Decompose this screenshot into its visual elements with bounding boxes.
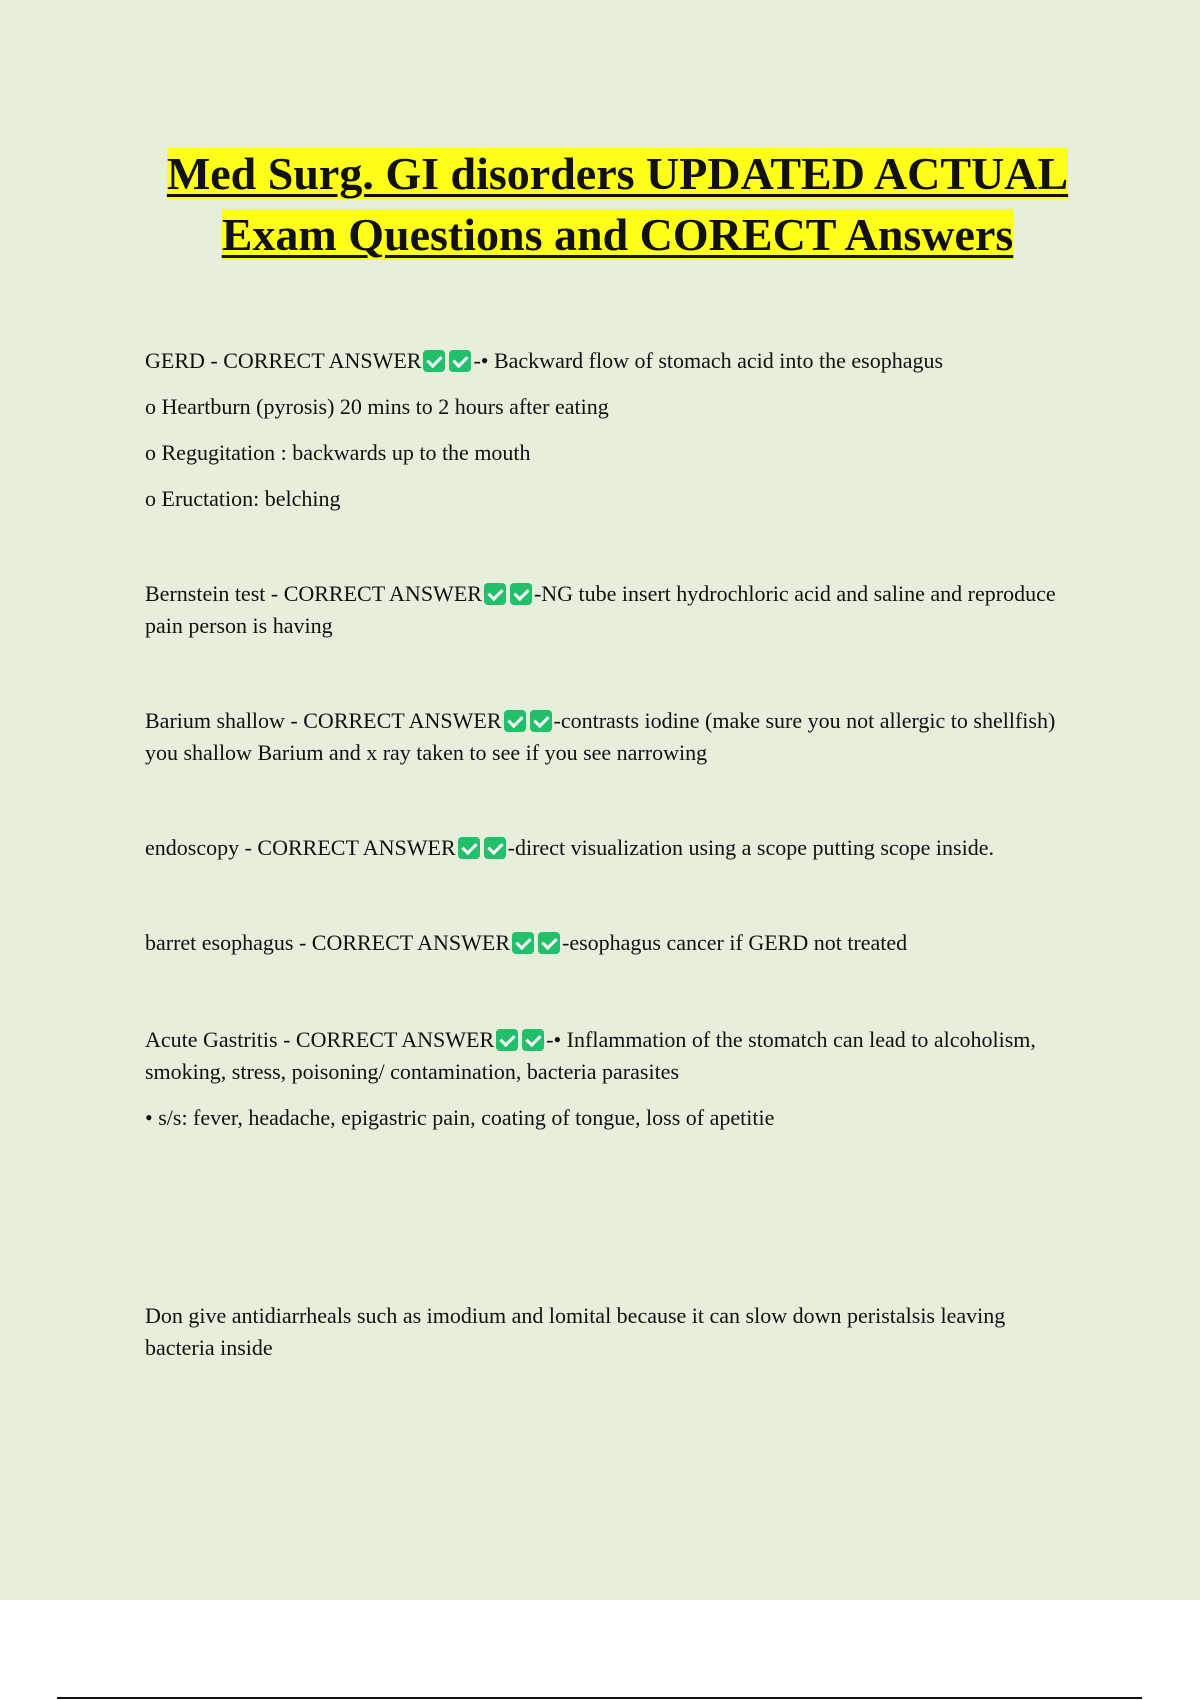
detail-line: o Heartburn (pyrosis) 20 mins to 2 hours after eating [145,394,609,419]
qa-entry-text [145,927,1075,959]
check-box-icon [512,932,534,954]
check-box-icon [423,350,445,372]
answer: -• Backward flow of stomach acid into the esophagus [473,348,944,373]
detail-line: • s/s: fever, headache, epigastric pain, coating of tongue, loss of apetitie [145,1105,775,1130]
detail-line: o Eructation: belching [145,486,341,511]
qa-entry-barret-esophagus [145,927,1075,959]
qa-entry-text [145,345,1075,377]
qa-entry-text [145,1024,1075,1088]
check-box-icon [458,837,480,859]
answer: -contrasts iodine (make sure you not allergic to shellfish) you shallow Barium and x ray taken to see if you see narrowing [145,708,1056,765]
document-title-text: Med Surg. GI disorders UPDATED ACTUAL Exam Questions and CORECT Answers [166,148,1069,260]
check-box-icon [530,710,552,732]
check-box-icon [504,710,526,732]
qa-entry-bernstein-test [145,578,1075,642]
qa-entry-acute-gastritis [145,1024,1075,1134]
qa-entry-text [145,832,1075,864]
answer: -• Inflammation of the stomatch can lead to alcoholism, smoking, stress, poisoning/ contamination, bacteria parasites [145,1027,1036,1084]
document-title [145,143,1090,265]
qa-entry-text [145,578,1075,642]
answer: -esophagus cancer if GERD not treated [562,930,908,955]
document-body [145,345,1075,1364]
term: endoscopy - CORRECT ANSWER [145,835,456,860]
check-box-icon [484,837,506,859]
term: Bernstein test - CORRECT ANSWER [145,581,482,606]
check-box-icon [510,583,532,605]
qa-entry-text [145,705,1075,769]
answer: -direct visualization using a scope putting scope inside. [507,835,994,860]
check-box-icon [484,583,506,605]
qa-entry-endoscopy [145,832,1075,864]
answer: -NG tube insert hydrochloric acid and saline and reproduce pain person is having [145,581,1056,638]
qa-entry-gerd [145,345,1075,515]
term: GERD - CORRECT ANSWER [145,348,422,373]
term: barret esophagus - CORRECT ANSWER [145,930,511,955]
detail-line: o Regugitation : backwards up to the mouth [145,440,531,465]
qa-entry-barium-shallow [145,705,1075,769]
antidiarrheal-note: Don give antidiarrheals such as imodium and lomital because it can slow down peristalsis leaving bacteria inside [145,1303,1006,1360]
term: Barium shallow - CORRECT ANSWER [145,708,502,733]
check-box-icon [522,1029,544,1051]
check-box-icon [449,350,471,372]
check-box-icon [496,1029,518,1051]
footer-divider [57,1697,1142,1699]
check-box-icon [538,932,560,954]
term: Acute Gastritis - CORRECT ANSWER [145,1027,495,1052]
